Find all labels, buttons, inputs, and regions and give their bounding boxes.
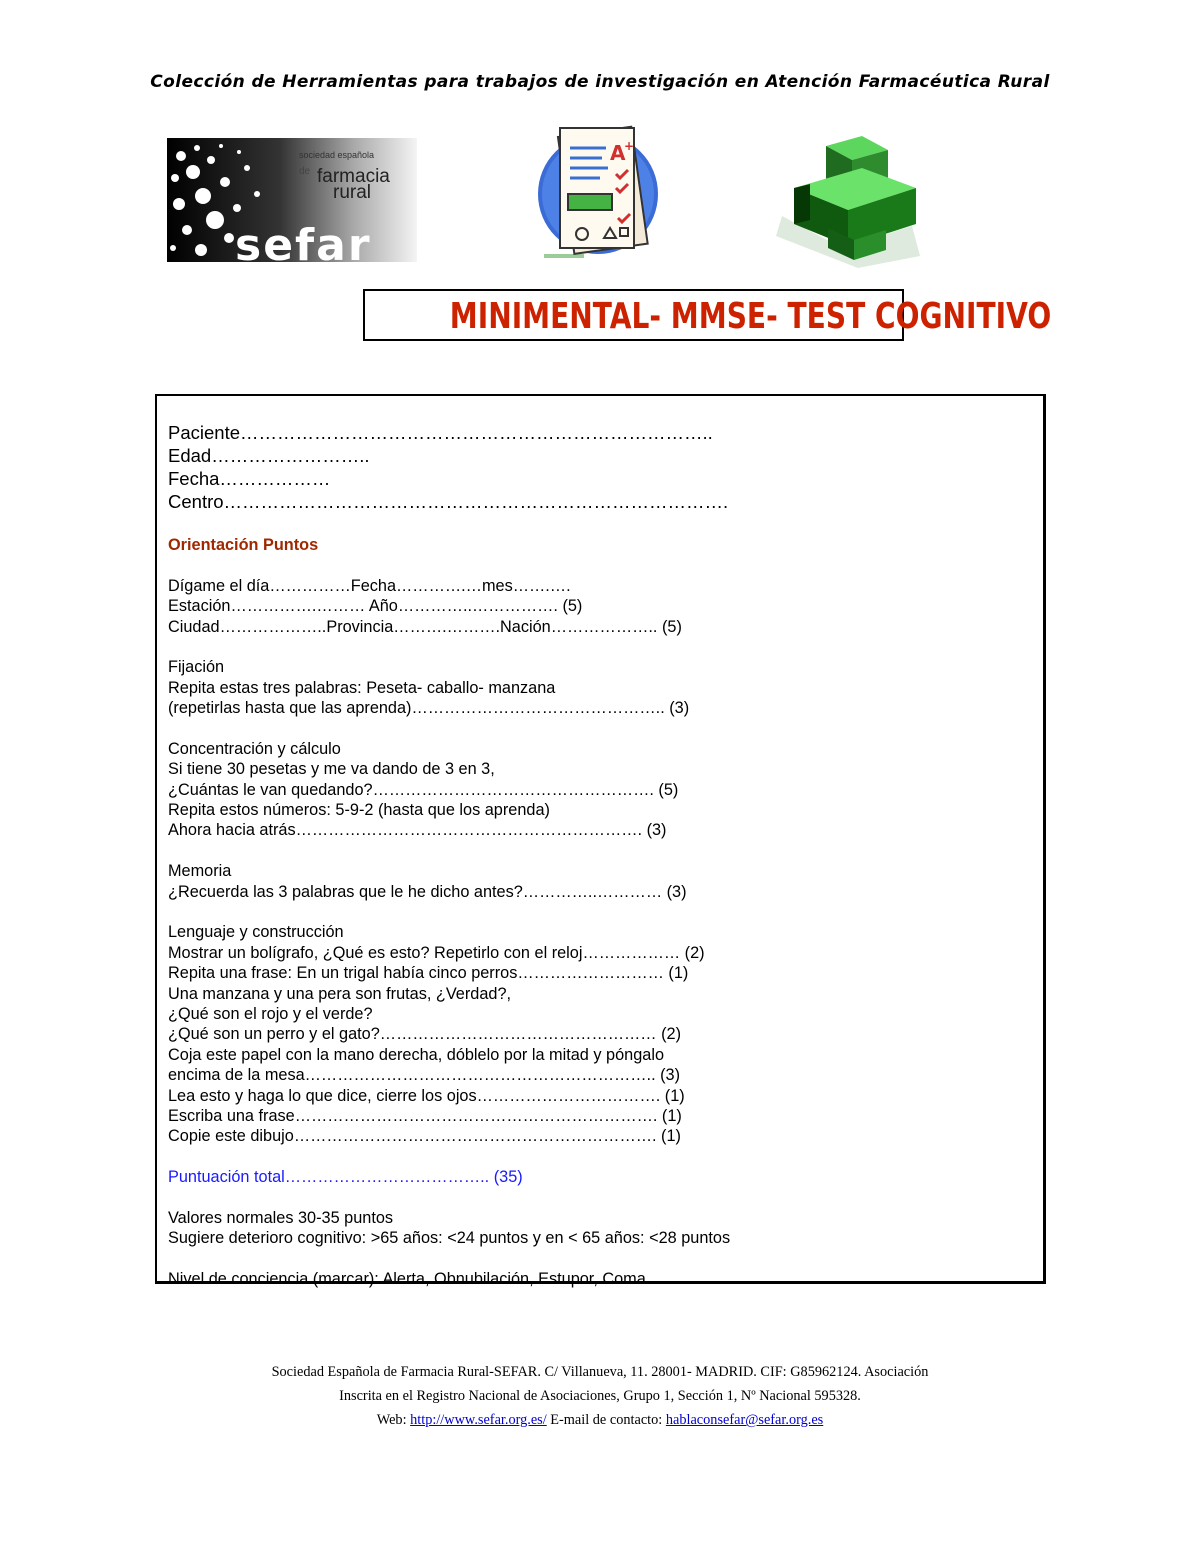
sefar-logo-small-text: sociedad española bbox=[299, 150, 375, 160]
consciousness-level: Nivel de conciencia (marcar): Alerta, Obnubilación, Estupor, Coma bbox=[168, 1270, 646, 1289]
web-label: Web: bbox=[376, 1412, 411, 1428]
svg-text:rural: rural bbox=[333, 182, 372, 203]
center-field: Centro………………………………………………………………………. bbox=[168, 491, 729, 512]
language-title: Lenguaje y construcción bbox=[168, 923, 344, 942]
orientation-line: Ciudad………………..Provincia……….……….Nación……………….. (5) bbox=[168, 617, 682, 636]
language-line: Mostrar un bolígrafo, ¿Qué es esto? Repetirlo con el reloj……………… (2) bbox=[168, 943, 705, 962]
concentration-line: Ahora hacia atrás………………………………………………………. (3) bbox=[168, 821, 667, 840]
website-link[interactable]: http://www.sefar.org.es/ bbox=[410, 1412, 547, 1428]
concentration-line: ¿Cuántas le van quedando?……………………………………………. (5) bbox=[168, 780, 679, 799]
sefar-logo bbox=[167, 138, 417, 262]
collection-header: Colección de Herramientas para trabajos de investigación en Atención Farmacéutica Rural bbox=[150, 72, 1050, 92]
normal-values: Valores normales 30-35 puntos bbox=[168, 1208, 394, 1227]
fixation-title: Fijación bbox=[168, 658, 225, 677]
footer-line-3 bbox=[0, 1408, 1200, 1432]
email-link[interactable]: hablaconsefar@sefar.org.es bbox=[665, 1412, 824, 1428]
language-line: encima de la mesa……………………………………………………….. (3) bbox=[168, 1066, 681, 1085]
document-title: MINIMENTAL- MMSE- TEST COGNITIVO bbox=[449, 296, 1052, 337]
language-line: Una manzana y una pera son frutas, ¿Verdad?, bbox=[168, 984, 512, 1003]
sefar-brand-text: sefar bbox=[235, 220, 372, 262]
language-line: ¿Qué son un perro y el gato?…………………………………………… (2) bbox=[168, 1025, 681, 1044]
pharmacy-cross-icon bbox=[770, 128, 930, 268]
footer bbox=[0, 1360, 1200, 1432]
patient-field: Paciente………………………………………………………………….. bbox=[168, 422, 713, 443]
test-form-content bbox=[168, 421, 1028, 1289]
memory-title: Memoria bbox=[168, 862, 232, 881]
orientation-line: Estación…………….……… Año…………..……………. (5) bbox=[168, 597, 583, 616]
svg-text:A: A bbox=[610, 141, 626, 165]
language-line: Repita una frase: En un trigal había cinco perros……………………… (1) bbox=[168, 964, 689, 983]
memory-line: ¿Recuerda las 3 palabras que le he dicho antes?…………..………… (3) bbox=[168, 882, 687, 901]
email-label: E-mail de contacto: bbox=[546, 1412, 666, 1428]
test-form bbox=[155, 394, 1046, 1289]
test-document-icon bbox=[536, 122, 661, 260]
svg-text:farmacia: farmacia bbox=[317, 166, 390, 187]
age-field: Edad…………………….. bbox=[168, 445, 370, 466]
fixation-line: (repetirlas hasta que las aprenda)……………………………………….. (3) bbox=[168, 699, 690, 718]
footer-line-1: Sociedad Española de Farmacia Rural-SEFAR. C/ Villanueva, 11. 28001- MADRID. CIF: G85962124. Asociación bbox=[271, 1364, 929, 1380]
total-score: Puntuación total……………………………….. (35) bbox=[168, 1168, 523, 1187]
orientation-line: Dígame el día……………Fecha………….…mes…….…. bbox=[168, 576, 571, 595]
concentration-title: Concentración y cálculo bbox=[168, 739, 341, 758]
footer-line-2: Inscrita en el Registro Nacional de Asociaciones, Grupo 1, Sección 1, Nº Nacional 595328. bbox=[339, 1388, 861, 1404]
language-line: Escriba una frase…………………………………………………………. (1) bbox=[168, 1106, 682, 1125]
svg-text:+: + bbox=[624, 139, 635, 153]
language-line: Coja este papel con la mano derecha, dóblelo por la mitad y póngalo bbox=[168, 1045, 664, 1064]
document-title-box bbox=[363, 289, 1052, 341]
concentration-line: Repita estos números: 5-9-2 (hasta que los aprenda) bbox=[168, 801, 550, 820]
deterioration-criteria: Sugiere deterioro cognitivo: >65 años: <24 puntos y en < 65 años: <28 puntos bbox=[168, 1229, 731, 1248]
language-line: Lea esto y haga lo que dice, cierre los ojos……………………………. (1) bbox=[168, 1086, 685, 1105]
svg-text:de: de bbox=[299, 166, 311, 177]
language-line: ¿Qué son el rojo y el verde? bbox=[168, 1004, 373, 1023]
orientation-heading: Orientación Puntos bbox=[168, 536, 319, 554]
language-line: Copie este dibujo…………………………………………………………. (1) bbox=[168, 1127, 681, 1146]
date-field: Fecha……………… bbox=[168, 468, 331, 489]
concentration-line: Si tiene 30 pesetas y me va dando de 3 en 3, bbox=[168, 760, 495, 779]
fixation-line: Repita estas tres palabras: Peseta- caballo- manzana bbox=[168, 678, 556, 697]
